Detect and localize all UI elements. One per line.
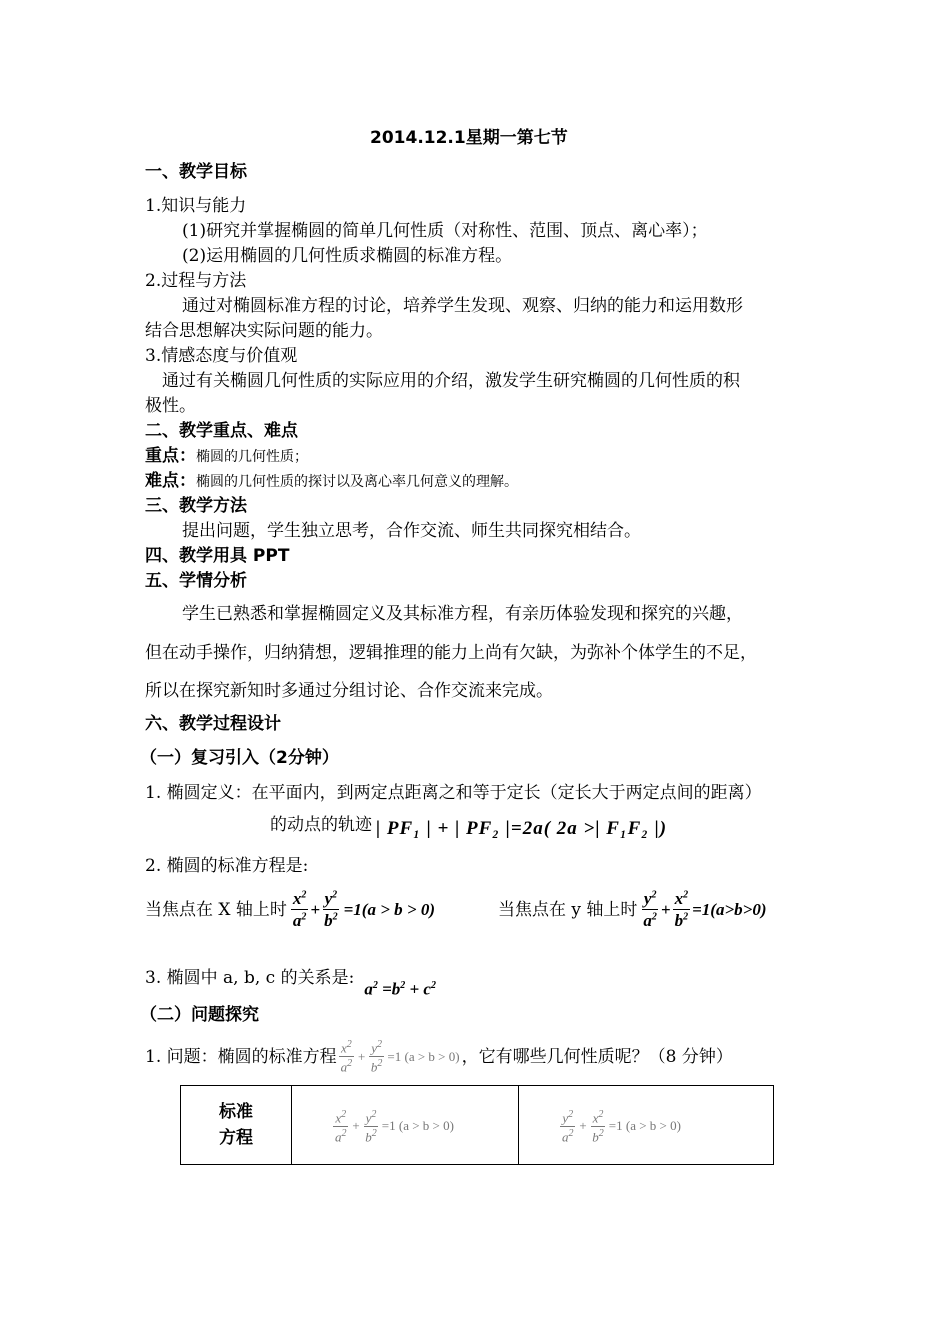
key-point-text: 椭圆的几何性质； — [196, 449, 308, 465]
y-axis-formula: $\frac{y^2}{a^2}$ + $\frac{x^2}{b^2}$ =1(a>b>0) — [643, 889, 767, 930]
analysis-line-3: 所以在探究新知时多通过分组讨论、合作交流来完成。 — [145, 681, 553, 701]
ellipse-definition-line-2 — [270, 811, 667, 839]
difficulty-line — [145, 471, 518, 492]
table-cell-x-equation — [292, 1086, 519, 1165]
knowledge-item-2: (2)运用椭圆的几何性质求椭圆的标准方程。 — [182, 246, 513, 266]
page-title: 2014.12.1星期一第七节 — [370, 128, 568, 148]
table-header-line-2: 方程 — [219, 1128, 253, 1148]
definition-text: 的动点的轨迹 — [270, 815, 372, 835]
table-header-line-1: 标准 — [219, 1102, 253, 1122]
ellipse-definition-line-1: 1. 椭圆定义：在平面内，到两定点距离之和等于定长（定长大于两定点间的距离） — [145, 783, 762, 803]
question-formula: $\frac{x^2}{a^2}$ + $\frac{y^2}{b^2}$ =1 (a > b > 0) — [340, 1039, 460, 1075]
table-header-cell — [181, 1086, 292, 1165]
table-cell-y-equation — [519, 1086, 774, 1165]
table-y-condition: =1 (a > b > 0) — [608, 1118, 681, 1134]
section-heading-process-design: 六、教学过程设计 — [145, 714, 281, 734]
subheading-process: 2.过程与方法 — [145, 271, 247, 291]
difficulty-label: 难点： — [145, 471, 196, 491]
analysis-line-2: 但在动手操作，归纳猜想，逻辑推理的能力上尚有欠缺，为弥补个体学生的不足， — [145, 643, 757, 663]
difficulty-text: 椭圆的几何性质的探讨以及离心率几何意义的理解。 — [196, 474, 518, 490]
table-x-equation: $\frac{x^2}{a^2}$ + $\frac{y^2}{b^2}$ =1 (a > b > 0) — [335, 1108, 454, 1145]
abc-relation-label: 3. 椭圆中 a, b, c 的关系是: — [145, 967, 355, 988]
key-point-label: 重点： — [145, 446, 196, 466]
section-heading-goals: 一、教学目标 — [145, 162, 247, 182]
standard-equation-title: 2. 椭圆的标准方程是: — [145, 856, 309, 876]
analysis-line-1: 学生已熟悉和掌握椭圆定义及其标准方程，有亲历体验发现和探究的兴趣， — [182, 604, 743, 624]
methods-text: 提出问题，学生独立思考，合作交流、师生共同探究相结合。 — [182, 521, 641, 541]
table-row — [181, 1086, 774, 1165]
y-axis-condition: =1(a>b>0) — [692, 899, 767, 919]
section-heading-methods: 三、教学方法 — [145, 496, 247, 516]
y-axis-equation — [498, 890, 767, 929]
emotion-line-2: 极性。 — [145, 396, 196, 416]
subheading-knowledge: 1.知识与能力 — [145, 196, 247, 216]
question-prefix: 1. 问题：椭圆的标准方程 — [145, 1046, 337, 1067]
question-suffix: ，它有哪些几何性质呢？（8 分钟） — [461, 1046, 733, 1067]
table-y-equation: $\frac{y^2}{a^2}$ + $\frac{x^2}{b^2}$ =1 (a > b > 0) — [562, 1108, 681, 1145]
emotion-line-1: 通过有关椭圆几何性质的实际应用的介绍，激发学生研究椭圆的几何性质的积 — [162, 371, 740, 391]
abc-relation-line — [145, 956, 436, 1000]
question-condition: =1 (a > b > 0) — [387, 1048, 460, 1064]
y-axis-label: 当焦点在 y 轴上时 — [498, 899, 638, 920]
x-axis-equation — [145, 890, 435, 929]
inquiry-question — [145, 1040, 733, 1074]
process-line-2: 结合思想解决实际问题的能力。 — [145, 321, 383, 341]
x-axis-condition: =1(a > b > 0) — [343, 899, 435, 919]
key-point-line — [145, 446, 308, 467]
process-line-1: 通过对椭圆标准方程的讨论，培养学生发现、观察、归纳的能力和运用数形 — [182, 296, 743, 316]
subsection-review: （一）复习引入（2分钟） — [140, 748, 339, 768]
x-axis-label: 当焦点在 X 轴上时 — [145, 899, 287, 920]
knowledge-item-1: (1)研究并掌握椭圆的简单几何性质（对称性、范围、顶点、离心率）； — [182, 221, 708, 241]
subsection-inquiry: （二）问题探究 — [140, 1005, 259, 1025]
section-heading-tools: 四、教学用具 PPT — [145, 546, 290, 566]
table-x-condition: =1 (a > b > 0) — [381, 1118, 454, 1134]
definition-formula: | PF₁ | + | PF₂ |=2a( 2a >| F₁F₂ |) — [376, 818, 668, 839]
subheading-emotion: 3.情感态度与价值观 — [145, 346, 298, 366]
x-axis-formula: $\frac{x^2}{a^2}$ + $\frac{y^2}{b^2}$ =1(a > b > 0) — [292, 889, 435, 930]
section-heading-key-points: 二、教学重点、难点 — [145, 421, 298, 441]
section-heading-analysis: 五、学情分析 — [145, 571, 247, 591]
abc-relation-formula: $a^2 =b^2 + c^2$ — [364, 979, 436, 999]
properties-table — [180, 1085, 774, 1165]
